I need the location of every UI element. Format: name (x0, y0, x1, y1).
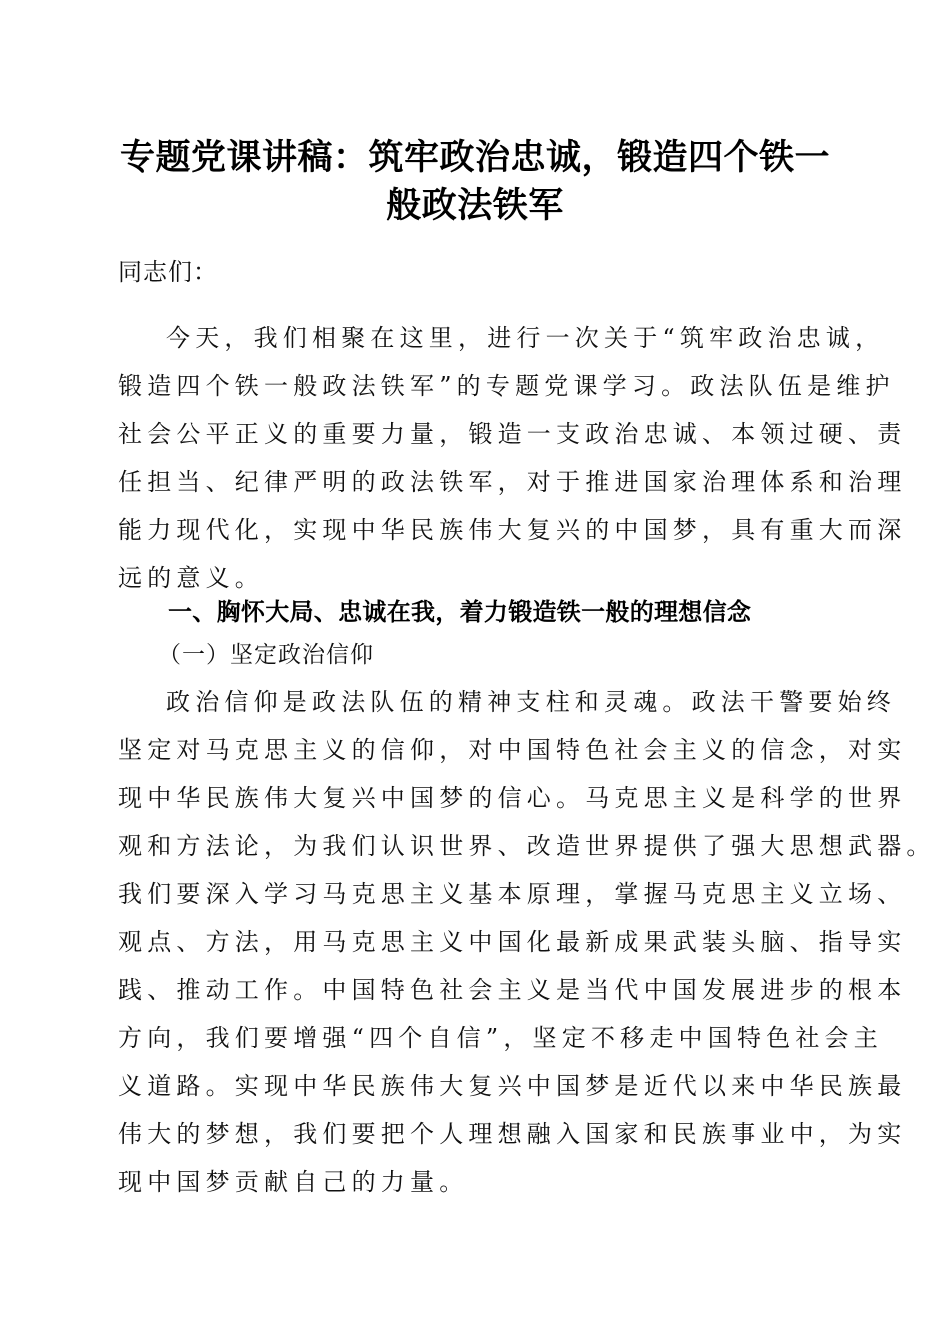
body-line: 践、推动工作。中国特色社会主义是当代中国发展进步的根本 (118, 976, 907, 1004)
body-line: 义道路。实现中华民族伟大复兴中国梦是近代以来中华民族最 (118, 1072, 907, 1100)
body-line: 现中华民族伟大复兴中国梦的信心。马克思主义是科学的世界 (118, 784, 907, 812)
body-line: 我们要深入学习马克思主义基本原理，掌握马克思主义立场、 (118, 880, 907, 908)
subsection-heading: （一）坚定政治信仰 (158, 642, 374, 668)
document-title-line-2: 般政法铁军 (386, 185, 564, 226)
body-line: 现中国梦贡献自己的力量。 (118, 1168, 469, 1196)
document-title-line-1: 专题党课讲稿：筑牢政治忠诚，锻造四个铁一 (119, 137, 830, 178)
body-line: 伟大的梦想，我们要把个人理想融入国家和民族事业中，为实 (118, 1120, 907, 1148)
intro-line: 今天，我们相聚在这里，进行一次关于“筑牢政治忠诚， (166, 324, 885, 352)
salutation: 同志们： (118, 258, 218, 286)
section-heading: 一、胸怀大局、忠诚在我，着力锻造铁一般的理想信念 (168, 598, 752, 626)
intro-line: 远的意义。 (118, 564, 264, 592)
body-line: 观和方法论，为我们认识世界、改造世界提供了强大思想武器。 (118, 832, 936, 860)
body-line: 观点、方法，用马克思主义中国化最新成果武装头脑、指导实 (118, 928, 907, 956)
intro-line: 锻造四个铁一般政法铁军”的专题党课学习。政法队伍是维护 (118, 372, 895, 400)
intro-line: 能力现代化，实现中华民族伟大复兴的中国梦，具有重大而深 (118, 516, 907, 544)
body-line: 政治信仰是政法队伍的精神支柱和灵魂。政法干警要始终 (166, 688, 896, 716)
body-line: 方向，我们要增强“四个自信”，坚定不移走中国特色社会主 (118, 1024, 883, 1052)
body-line: 坚定对马克思主义的信仰，对中国特色社会主义的信念，对实 (118, 736, 907, 764)
intro-line: 社会公平正义的重要力量，锻造一支政治忠诚、本领过硬、责 (118, 420, 907, 448)
intro-line: 任担当、纪律严明的政法铁军，对于推进国家治理体系和治理 (118, 468, 907, 496)
